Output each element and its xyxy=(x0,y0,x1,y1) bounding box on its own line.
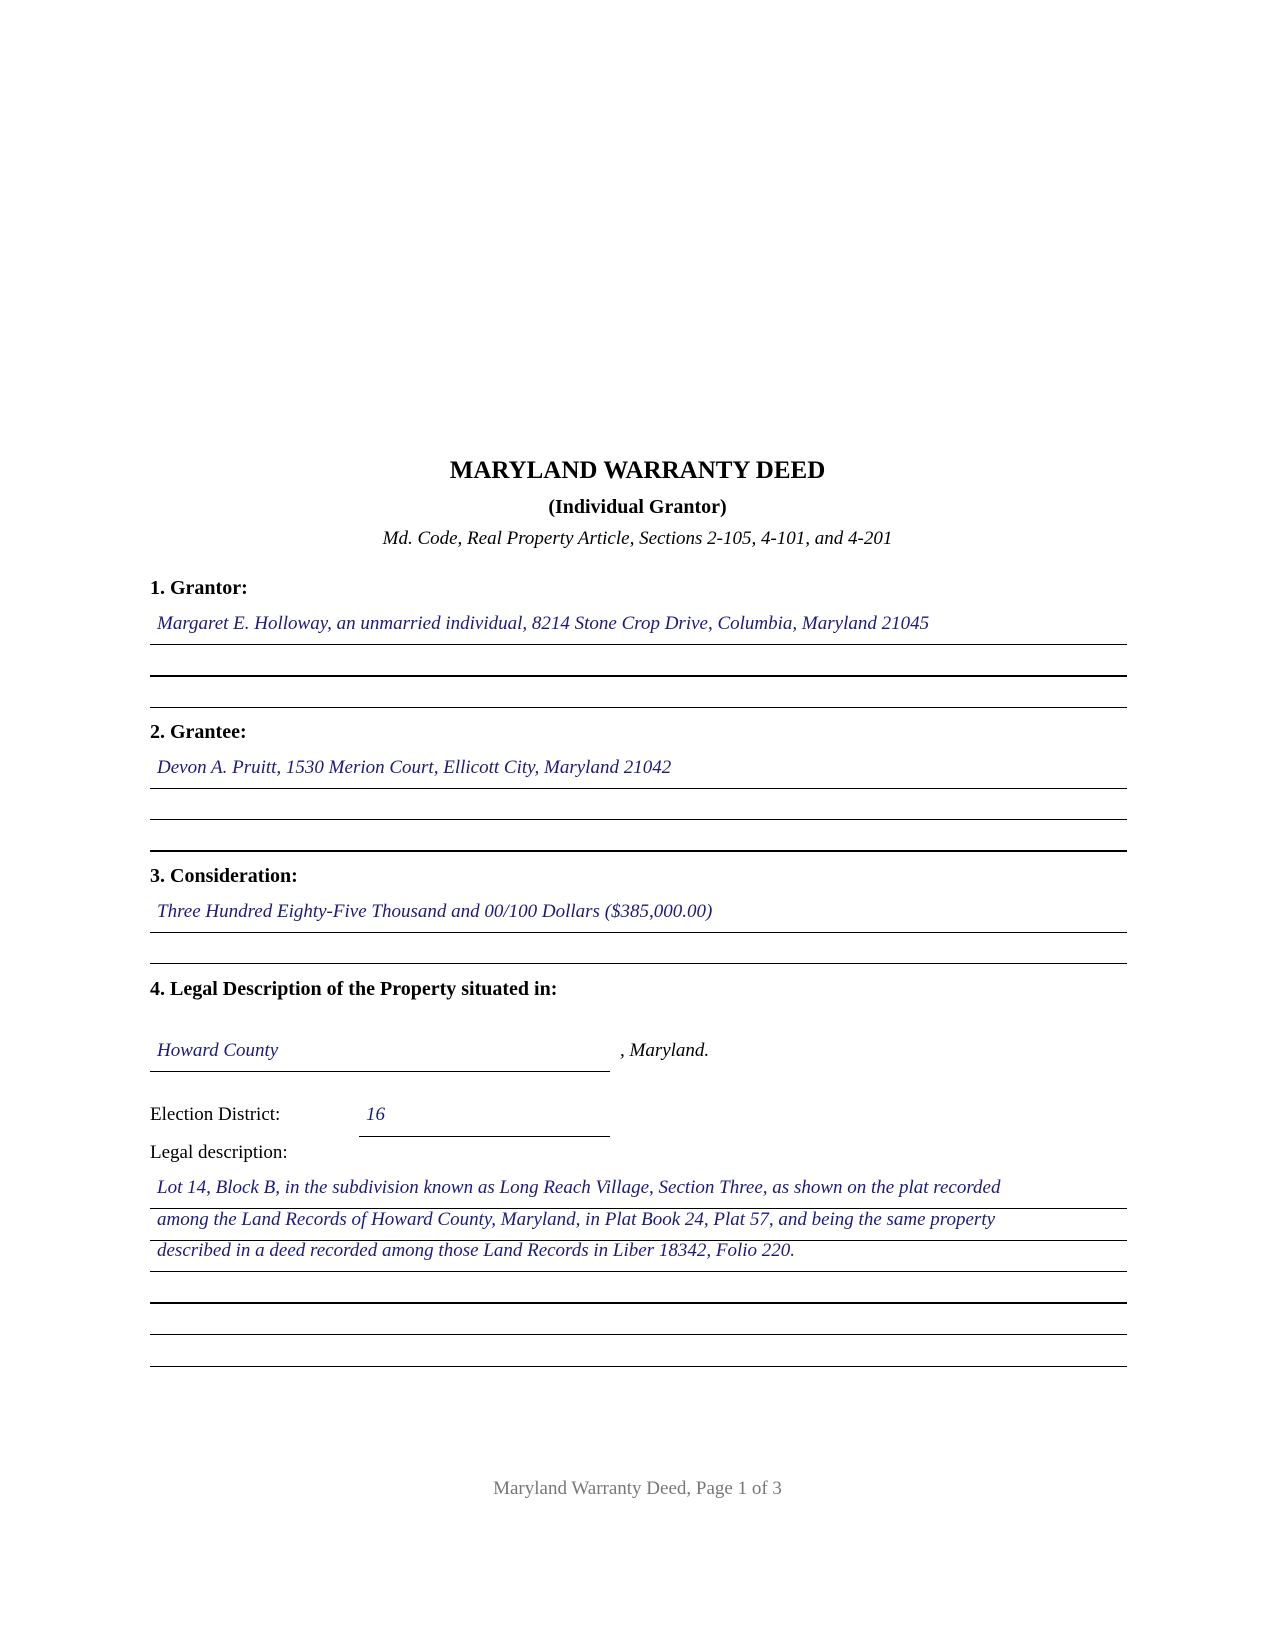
grantor-rule-1 xyxy=(150,644,1127,645)
legal-description-rule-5 xyxy=(150,1334,1127,1335)
grantor-heading: 1. Grantor: xyxy=(150,577,248,599)
legal-description-line-2[interactable]: among the Land Records of Howard County, Maryland, in Plat Book 24, Plat 57, and being the same property xyxy=(157,1209,996,1230)
legal-description-rule-6 xyxy=(150,1366,1127,1367)
grantee-heading: 2. Grantee: xyxy=(150,721,247,743)
election-district-label: Election District: xyxy=(150,1104,281,1125)
grantor-rule-3 xyxy=(150,707,1127,708)
consideration-field[interactable]: Three Hundred Eighty-Five Thousand and 00/100 Dollars ($385,000.00) xyxy=(157,901,713,922)
consideration-rule-2 xyxy=(150,963,1127,964)
statute-citation: Md. Code, Real Property Article, Sections 2-105, 4-101, and 4-201 xyxy=(382,528,893,549)
grantee-rule-1 xyxy=(150,788,1127,789)
election-district-rule xyxy=(359,1136,610,1137)
legal-description-rule-4 xyxy=(150,1302,1127,1304)
page-footer: Maryland Warranty Deed, Page 1 of 3 xyxy=(493,1478,782,1499)
legal-description-label: Legal description: xyxy=(150,1142,288,1163)
election-district-field[interactable]: 16 xyxy=(366,1104,385,1125)
legal-description-rule-3 xyxy=(150,1271,1127,1272)
grantee-rule-2 xyxy=(150,819,1127,820)
grantee-field[interactable]: Devon A. Pruitt, 1530 Merion Court, Ellicott City, Maryland 21042 xyxy=(157,757,672,778)
legal-description-line-3[interactable]: described in a deed recorded among those Land Records in Liber 18342, Folio 220. xyxy=(157,1240,796,1261)
document-title: MARYLAND WARRANTY DEED xyxy=(449,457,826,484)
grantor-rule-2 xyxy=(150,675,1127,677)
grantee-rule-3 xyxy=(150,850,1127,852)
county-field[interactable]: Howard County xyxy=(157,1040,279,1061)
document-subtitle: (Individual Grantor) xyxy=(548,496,727,518)
county-rule xyxy=(150,1071,610,1072)
legal-description-line-1[interactable]: Lot 14, Block B, in the subdivision known as Long Reach Village, Section Three, as shown on the plat recorded xyxy=(157,1177,1001,1198)
county-state-suffix: , Maryland. xyxy=(620,1040,710,1061)
consideration-rule-1 xyxy=(150,932,1127,933)
grantor-field[interactable]: Margaret E. Holloway, an unmarried individual, 8214 Stone Crop Drive, Columbia, Maryland 21045 xyxy=(157,613,930,634)
legal-description-heading: 4. Legal Description of the Property situated in: xyxy=(150,978,558,1000)
consideration-heading: 3. Consideration: xyxy=(150,865,298,887)
